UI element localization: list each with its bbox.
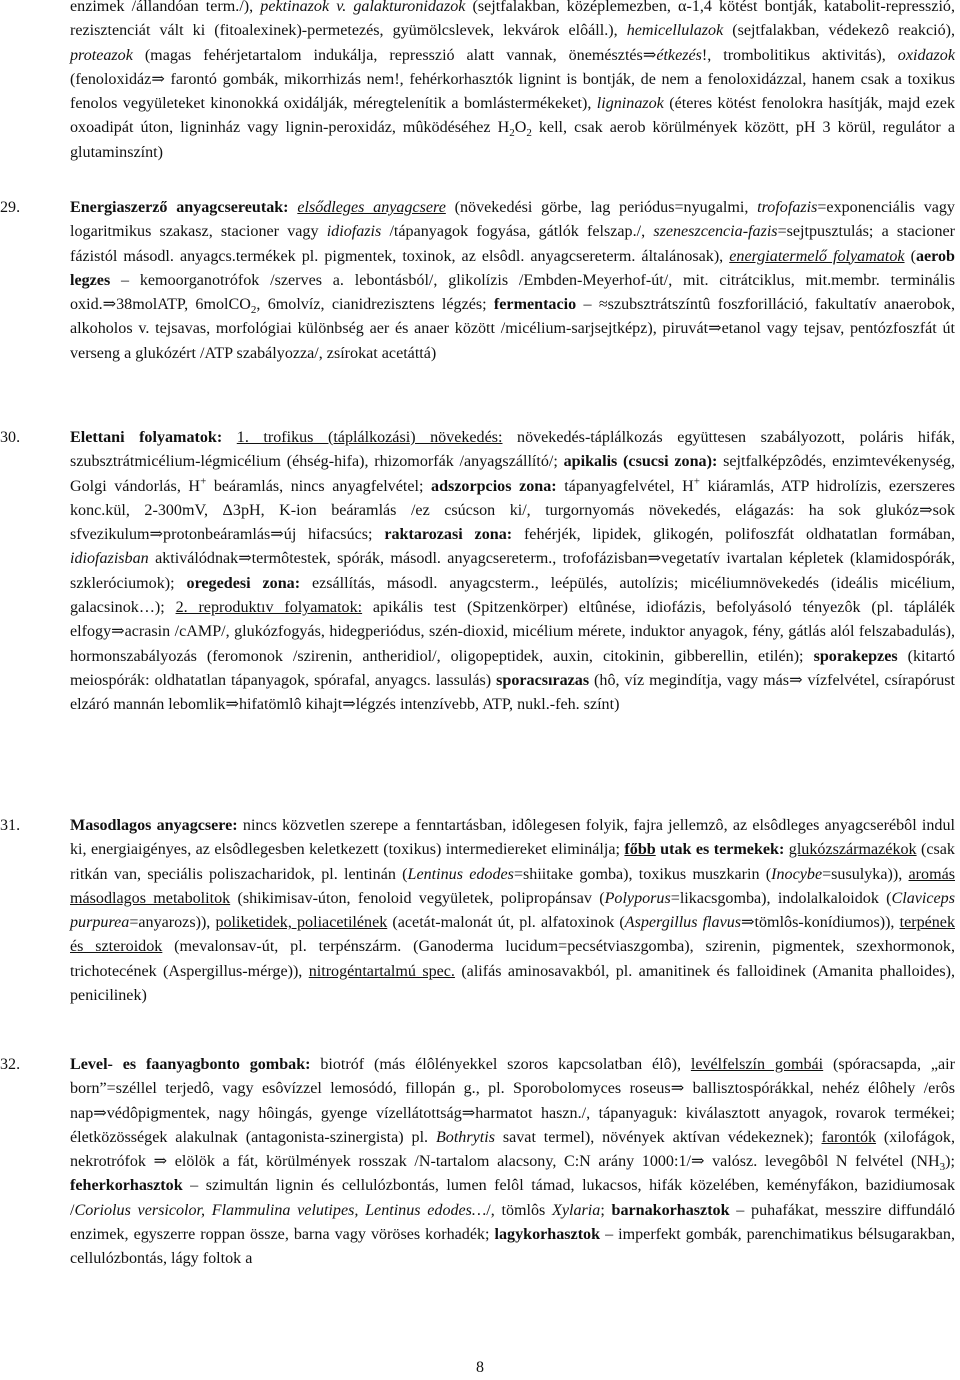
list-item-31	[0, 814, 955, 1008]
item-number: 30.	[0, 429, 21, 446]
item-text: Masodlagos anyagcsere: nincs közvetlen szerepe a fenntartásban, idôlegesen folyik, fajra jellemzô, az elsôdleges anyagcserébôl indul ki, energiaigényes, az elsôdlegesben keletkezett (toxikus) intermediereket eliminálja; főbb utak es termekek: glukózszármazékok (csak ritkán van, speciális poliszacharidok, pl. lentinán (Lentinus edodes=shiitake gomba), toxikus muszkarin (Inocybe=susulyka)), aromás másodlagos metabolitok (shikimisav-úton, fenoloid vegyületek, polipropánsav (Polyporus=likacsgomba), indolalkaloidok (Claviceps purpurea=anyarozs)), poliketidek, poliacetilének (acetát-malonát út, pl. alfatoxinok (Aspergillus flavus⇒tömlôs-konídiumos)), terpének és szteroidok (mevalonsav-út, pl. terpénszárm. (Ganoderma lucidum=pecsétviaszgomba), szirenin, pigmentek, szexhormonok, trichotecének (Aspergillus-mérge)), nitrogéntartalmú spec. (alifás aminosavakból, pl. amanitinek és falloidinek (Amanita phalloides), penicilinek)	[70, 817, 955, 1005]
continuation-paragraph: enzimek /állandóan term./), pektinazok v. galakturonidazok (sejtfalakban, középlemezben, α-1,4 kötést bontják, katabolit-represszió, rezisztenciát vált ki (fitoalexinek)-permetezés, gyümölcslevek, lekvárok elôáll.), hemicellulazok (sejtfalakban, védekezô reakció), proteazok (magas fehérjetartalom indukálja, represszió alatt vannak, önemésztés⇒étkezés!, trombolitikus aktivitás), oxidazok (fenoloxidáz⇒ farontó gombák, mikorrhizás nem!, fehérkorhasztók lignint is bontják, de nem a fenoloxidázzal, hanem csak a toxikus fenolos vegyületeket kinonokká oxidálják, méregtelenítik a bomlástermékeket), ligninazok (éteres kötést fenolokra hasítják, majd ezek oxoadipát úton, ligninház vagy lignin-peroxidáz, mûködéséhez $H_2O_2$ kell, csak aerob körülmények között, pH 3 körül, regulátor a glutaminszínt)	[70, 0, 956, 161]
item-number: 32.	[0, 1056, 21, 1073]
item-text: Elettani folyamatok: 1. trofikus (táplálkozási) növekedés: növekedés-táplálkozás együttesen szabályozott, poláris hifák, szubsztrátmicélium-légmicélium (éhség-hifa), rhizomorfák /anyagszállító/; apikalis (csucsi zona): sejtfalképzôdés, enzimtevékenység, Golgi vándorlás, H+ beáramlás, nincs anyagfelvétel; adszorpcios zona: tápanyagfelvétel, H+ kiáramlás, ATP hidrolízis, ezerszeres konc.kül, 2-300mV, Δ3pH, K-ion beáramlás /ez csúcson ki/, turgornyomás növekedés, elágazás: ha sok glukóz⇒sok sfvezikulum⇒protonbeáramlás⇒új hifacsúcs; raktarozasi zona: fehérjék, lipidek, glikogén, polifoszfát oldhatatlan formában, idiofazisban aktiválódnak⇒termôtestek, spórák, másodl. anyagcsereterm., trofofázisban⇒vegetatív ivartalan képletek (klamidospórák, szkleróciumok); oregedesi zona: ezsállítás, másodl. anyagcsterm., leépülés, autolízis; micéliumnövekedés (ideális micélium, galacsinok…); 2. reproduktıv folyamatok: apikális test (Spitzenkörper) eltûnése, idiofázis, befolyásoló tényezôk (pl. táplálék elfogy⇒acrasin /cAMP/, glukózfogyás, hidegperiódus, szén-dioxid, micélium mérete, induktor anyagok, fény, gátlás alól felszabadulás), hormonszabályozás (feromonok /szirenin, antheridiol/, oligopeptidek, auxin, citokinin, gibberellin, etilén); sporakepzes (kitartó meiospórák: oldhatatlan tápanyagok, spórafal, anyagcs. lassulás) sporacsırazas (hô, víz megindítja, vagy más⇒ vízfelvétel, csírapórust elzáró mannán lebomlik⇒hifatömlô kihajt⇒légzés intenzívebb, ATP, nukl.-feh. színt)	[70, 429, 956, 714]
list-item-32	[0, 1053, 955, 1272]
item-text: Energiaszerző anyagcsereutak: elsődleges anyagcsere (növekedési görbe, lag periódus=nyugalmi, trofofazis=exponenciális vagy logaritmikus szakasz, stacioner vagy idiofazis /tápanyagok fogyása, gátlók felszap./, szeneszcencia-fazis=sejtpusztulás; a stacioner fázistól másodl. anyagcs.termékek pl. pigmentek, toxinok, az elsôdl. anyagcsereterm. általánosak), energiatermelő folyamatok (aerob legzes – kemoorganotrófok /szerves a. lebontásból/, glikolízis /Embden-Meyerhof-út/, mit. citrátciklus, mit.membr. terminális oxid.⇒38molATP, 6molCO$_2$, 6molvíz, cianidrezisztens légzés; fermentacio – ≈szubsztrátszíntû foszforilláció, fakultatív anaerobok, alkoholos v. tejsavas, morfológiai különbség aer és anaer között /micélium-sarjsejtképz), piruvát⇒etanol vagy tejsav, pentózfoszfát út verseng a glukózért /ATP szabályozza/, zsírokat acetáttá)	[70, 199, 955, 362]
item-text: Level- es faanyagbonto gombak: biotróf (más élôlényekkel szoros kapcsolatban élô), levélfelszín gombái (spóracsapda, „air born”=széllel terjedô, vagy esôvízzel lemosódó, fillopán g., pl. Sporobolomyces roseus⇒ ballisztospórákkal, nehéz élôhely /erôs nap⇒védôpigmentek, nagy hôingás, gyenge vízellátottság⇒harmatot haszn./, tápanyaguk: kiválasztott anyagok, rovarok termékei; életközösségek alakulnak (antagonista-szinergista) pl. Bothrytis savat termel), növények aktívan védekeznek); farontók (xilofágok, nekrotrófok ⇒ elölök a fát, körülmények rosszak /N-tartalom alacsony, C:N arány 1000:1/⇒ valósz. levegôbôl N felvétel $(NH_3)$; feherkorhasztok – szimultán lignin és cellulózbontás, lumen felôl támad, lukacsos, hifák közelében, keményfákon, bazidiumosak /Coriolus versicolor, Flammulina velutipes, Lentinus edodes…/, tömlôs Xylaria; barnakorhasztok – puhafákat, messzire diffundáló enzimek, egyszerre roppan össze, barna vagy vöröses korhadék; lagykorhasztok – imperfekt gombák, parenchimatikus bélsugarakban, cellulózbontás, lágy foltok a	[70, 1056, 956, 1268]
page-number: 8	[476, 1359, 484, 1376]
item-number: 31.	[0, 817, 21, 834]
item-number: 29.	[0, 199, 21, 216]
list-item-29	[0, 196, 955, 366]
list-item-30	[0, 426, 955, 718]
